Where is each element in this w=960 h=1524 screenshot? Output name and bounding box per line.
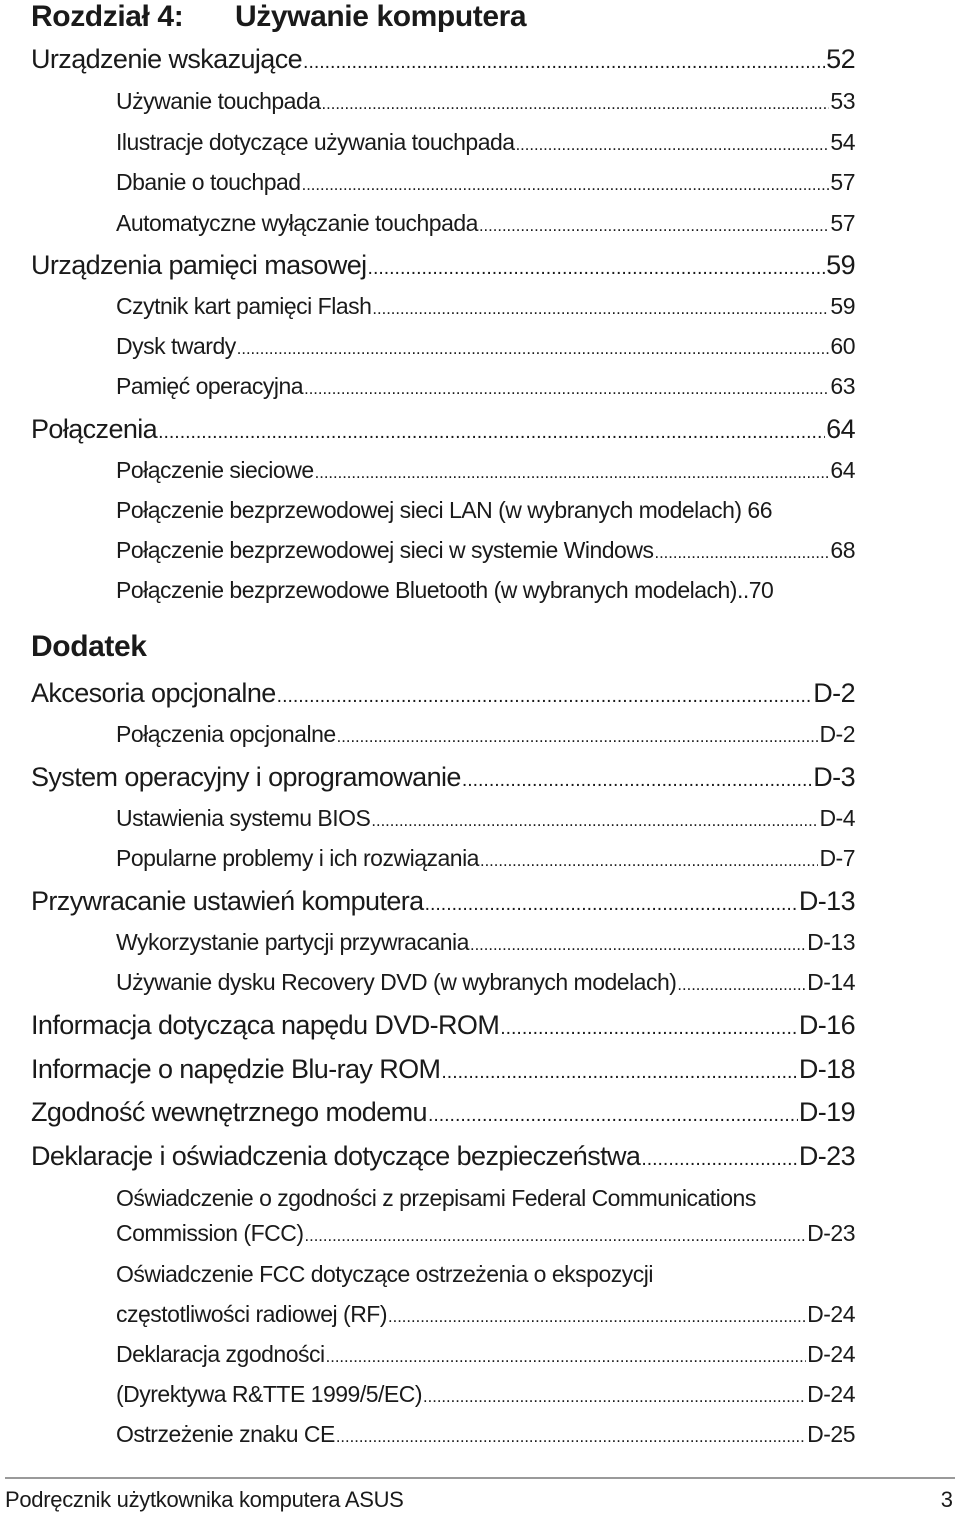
toc-entry-page: 57 bbox=[830, 169, 855, 195]
toc-entry-title: Używanie dysku Recovery DVD (w wybranych modelach) bbox=[116, 969, 677, 995]
toc-entry-page: D-2 bbox=[813, 678, 855, 708]
dot-leader bbox=[315, 463, 830, 483]
toc-entry[interactable] bbox=[116, 210, 855, 237]
chapter-heading bbox=[31, 0, 526, 34]
toc-entry[interactable] bbox=[116, 497, 772, 524]
toc-entry-title: Urządzenia pamięci masowej bbox=[31, 250, 367, 280]
dot-leader bbox=[371, 811, 818, 831]
toc-entry-page: D-4 bbox=[819, 805, 855, 831]
toc-entry[interactable] bbox=[116, 1185, 756, 1212]
toc-entry-title: Używanie touchpada bbox=[116, 88, 321, 114]
toc-entry-title: Automatyczne wyłączanie touchpada bbox=[116, 210, 478, 236]
toc-entry-title: Ostrzeżenie znaku CE bbox=[116, 1421, 335, 1447]
footer-title: Podręcznik użytkownika komputera ASUS bbox=[5, 1487, 404, 1512]
dot-leader bbox=[303, 51, 825, 74]
dot-leader bbox=[302, 175, 830, 195]
dot-leader bbox=[500, 1017, 798, 1040]
footer-page-number: 3 bbox=[940, 1487, 953, 1512]
toc-entry[interactable] bbox=[31, 1141, 855, 1172]
dot-leader bbox=[326, 1347, 807, 1367]
toc-entry[interactable] bbox=[116, 293, 855, 320]
dot-leader bbox=[277, 685, 813, 708]
toc-entry[interactable] bbox=[116, 805, 855, 832]
toc-entry-title: Deklaracje i oświadczenia dotyczące bezpieczeństwa bbox=[31, 1141, 641, 1171]
toc-entry-title: Commission (FCC) bbox=[116, 1220, 304, 1246]
toc-entry-title: Połączenia bbox=[31, 414, 158, 444]
dot-leader bbox=[677, 975, 806, 995]
toc-entry[interactable] bbox=[116, 88, 855, 115]
dot-leader bbox=[441, 1061, 797, 1084]
toc-entry-page: D-13 bbox=[807, 929, 855, 955]
toc-entry-page: 64 bbox=[830, 457, 855, 483]
dot-leader bbox=[425, 893, 798, 916]
dot-leader bbox=[479, 216, 829, 236]
toc-entry[interactable] bbox=[116, 721, 855, 748]
toc-entry-page: D-13 bbox=[798, 886, 855, 916]
toc-entry[interactable] bbox=[31, 1010, 855, 1041]
appendix-heading: Dodatek bbox=[31, 630, 147, 663]
toc-entry-page: 59 bbox=[830, 293, 855, 319]
dot-leader bbox=[388, 1307, 806, 1327]
toc-entry[interactable] bbox=[116, 1261, 653, 1288]
toc-entry-title: System operacyjny i oprogramowanie bbox=[31, 762, 461, 792]
toc-entry-title: Połączenie bezprzewodowej sieci w systemie Windows bbox=[116, 537, 654, 563]
chapter-title: Używanie komputera bbox=[235, 0, 527, 33]
toc-entry[interactable] bbox=[116, 169, 855, 196]
toc-entry-page: D-18 bbox=[798, 1054, 855, 1084]
toc-entry[interactable] bbox=[116, 373, 855, 400]
dot-leader bbox=[470, 935, 806, 955]
toc-entry-page: D-25 bbox=[807, 1421, 855, 1447]
toc-entry-title: Pamięć operacyjna bbox=[116, 373, 304, 399]
toc-entry-title: Wykorzystanie partycji przywracania bbox=[116, 929, 469, 955]
toc-entry[interactable] bbox=[116, 457, 855, 484]
chapter-number: Rozdział 4: bbox=[31, 0, 184, 33]
toc-entry-page: 52 bbox=[826, 44, 855, 74]
toc-entry[interactable] bbox=[116, 1341, 855, 1368]
toc-entry-title: Ustawienia systemu BIOS bbox=[116, 805, 371, 831]
toc-entry[interactable] bbox=[116, 537, 855, 564]
toc-entry[interactable] bbox=[116, 129, 855, 156]
toc-entry-page: D-24 bbox=[807, 1341, 855, 1367]
toc-entry[interactable] bbox=[116, 1381, 855, 1408]
toc-entry-page: 54 bbox=[830, 129, 855, 155]
dot-leader bbox=[480, 851, 818, 871]
toc-entry[interactable] bbox=[31, 44, 855, 75]
dot-leader bbox=[237, 339, 830, 359]
dot-leader bbox=[428, 1104, 798, 1127]
toc-entry-page: 59 bbox=[826, 250, 855, 280]
toc-entry-title: Dbanie o touchpad bbox=[116, 169, 301, 195]
toc-entry[interactable] bbox=[116, 577, 773, 604]
toc-entry-title: Zgodność wewnętrznego modemu bbox=[31, 1097, 427, 1127]
toc-entry[interactable] bbox=[116, 1421, 855, 1448]
toc-entry[interactable] bbox=[116, 845, 855, 872]
dot-leader bbox=[368, 257, 826, 280]
toc-entry-title: Połączenie bezprzewodowe Bluetooth (w wybranych modelach)..70 bbox=[116, 577, 774, 603]
toc-entry-title: Informacja dotycząca napędu DVD-ROM bbox=[31, 1010, 500, 1040]
toc-entry-title: częstotliwości radiowej (RF) bbox=[116, 1301, 388, 1327]
toc-entry-page: D-24 bbox=[807, 1381, 855, 1407]
dot-leader bbox=[158, 421, 825, 444]
toc-entry[interactable] bbox=[116, 333, 855, 360]
toc-entry-page: 63 bbox=[830, 373, 855, 399]
toc-entry-title: Informacje o napędzie Blu-ray ROM bbox=[31, 1054, 441, 1084]
toc-entry-title: Dysk twardy bbox=[116, 333, 236, 359]
toc-entry-title: Przywracanie ustawień komputera bbox=[31, 886, 424, 916]
toc-entry-page: D-24 bbox=[807, 1301, 855, 1327]
toc-entry[interactable] bbox=[31, 1054, 855, 1085]
toc-entry[interactable] bbox=[31, 250, 855, 281]
toc-entry[interactable] bbox=[116, 1301, 855, 1328]
toc-entry-page: D-23 bbox=[798, 1141, 855, 1171]
toc-entry-page: D-16 bbox=[798, 1010, 855, 1040]
toc-entry-page: D-19 bbox=[798, 1097, 855, 1127]
dot-leader bbox=[322, 94, 830, 114]
toc-entry[interactable] bbox=[31, 1097, 855, 1128]
dot-leader bbox=[641, 1148, 798, 1171]
dot-leader bbox=[654, 543, 829, 563]
toc-entry-page: 57 bbox=[830, 210, 855, 236]
toc-entry[interactable] bbox=[116, 929, 855, 956]
dot-leader bbox=[336, 1427, 806, 1447]
toc-entry[interactable] bbox=[31, 414, 855, 445]
toc-entry-title: Połączenie bezprzewodowej sieci LAN (w wybranych modelach) 66 bbox=[116, 497, 772, 523]
toc-entry[interactable] bbox=[116, 1220, 855, 1247]
dot-leader bbox=[337, 727, 819, 747]
toc-entry-page: 53 bbox=[830, 88, 855, 114]
dot-leader bbox=[305, 1226, 807, 1246]
toc-entry-page: 60 bbox=[830, 333, 855, 359]
toc-entry-page: D-7 bbox=[819, 845, 855, 871]
toc-entry-title: Akcesoria opcjonalne bbox=[31, 678, 276, 708]
dot-leader bbox=[462, 769, 812, 792]
toc-entry[interactable] bbox=[31, 762, 855, 793]
toc-entry[interactable] bbox=[31, 886, 855, 917]
toc-entry-title: Deklaracja zgodności bbox=[116, 1341, 325, 1367]
footer-divider bbox=[5, 1477, 955, 1479]
toc-entry-page: 64 bbox=[826, 414, 855, 444]
toc-entry-title: Czytnik kart pamięci Flash bbox=[116, 293, 372, 319]
dot-leader bbox=[372, 299, 829, 319]
toc-entry[interactable] bbox=[116, 969, 855, 996]
toc-entry-title: Oświadczenie FCC dotyczące ostrzeżenia o ekspozycji bbox=[116, 1261, 653, 1287]
toc-entry-page: D-3 bbox=[813, 762, 855, 792]
toc-entry-page: D-14 bbox=[807, 969, 855, 995]
dot-leader bbox=[304, 379, 829, 399]
dot-leader bbox=[423, 1387, 806, 1407]
toc-entry-title: Urządzenie wskazujące bbox=[31, 44, 303, 74]
toc-entry-title: Ilustracje dotyczące używania touchpada bbox=[116, 129, 515, 155]
dot-leader bbox=[516, 135, 830, 155]
toc-entry[interactable] bbox=[31, 678, 855, 709]
toc-entry-page: D-2 bbox=[819, 721, 855, 747]
toc-entry-title: Połączenia opcjonalne bbox=[116, 721, 336, 747]
toc-entry-title: Popularne problemy i ich rozwiązania bbox=[116, 845, 479, 871]
toc-entry-title: Oświadczenie o zgodności z przepisami Federal Communications bbox=[116, 1185, 756, 1211]
toc-entry-title: (Dyrektywa R&TTE 1999/5/EC) bbox=[116, 1381, 423, 1407]
toc-entry-title: Połączenie sieciowe bbox=[116, 457, 314, 483]
toc-entry-page: 68 bbox=[830, 537, 855, 563]
toc-entry-page: D-23 bbox=[807, 1220, 855, 1246]
